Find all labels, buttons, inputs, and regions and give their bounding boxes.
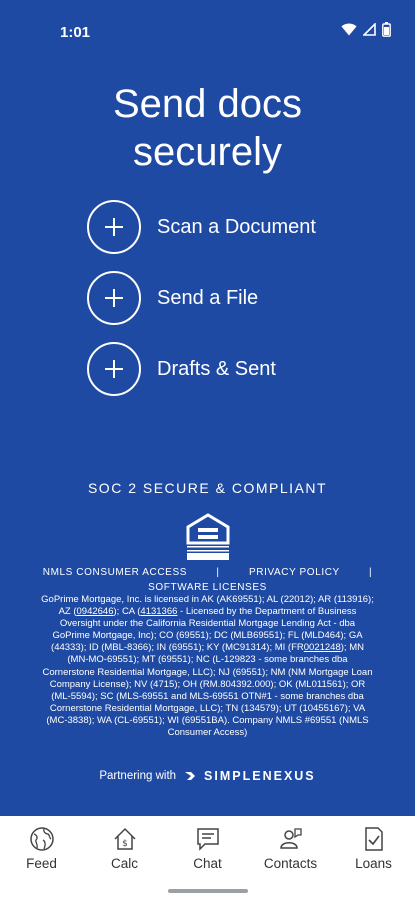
- house-icon: [112, 826, 138, 852]
- tab-contacts-label: Contacts: [263, 856, 318, 871]
- tab-chat-label: Chat: [193, 856, 222, 871]
- tab-loans[interactable]: [332, 816, 415, 882]
- status-icons: [341, 22, 391, 37]
- tab-feed-label: Feed: [26, 856, 57, 871]
- disclosure-text: - Licensed by the Department of Business Oversight under the California Residential Mortgage Lending Act - dba GoPrime Mortgage, Inc); CO (69551); DC (MLB69551); FL (MLD464); GA (44333); ID (MBL-8366); IN (69551); KY (MC91314); MI (FR: [51, 606, 363, 654]
- scan-document-button[interactable]: [87, 200, 316, 254]
- simplenexus-logo-icon: [184, 770, 196, 782]
- status-time: 1:01: [60, 24, 91, 41]
- partner-prefix: Partnering with: [99, 770, 177, 782]
- scan-document-label: Scan a Document: [157, 215, 316, 238]
- tab-feed[interactable]: [0, 816, 83, 882]
- licensing-disclosure: [40, 594, 375, 739]
- home-indicator[interactable]: [168, 889, 248, 893]
- tab-chat[interactable]: [166, 816, 249, 882]
- partner-brand: SIMPLENEXUS: [204, 769, 316, 783]
- tab-calc-label: Calc: [110, 856, 138, 871]
- disclosure-text: ); CA (: [113, 606, 141, 618]
- svg-text:$: $: [121, 839, 128, 849]
- battery-icon: [382, 22, 391, 37]
- send-file-label: Send a File: [157, 286, 259, 309]
- bottom-nav: [0, 816, 415, 882]
- tab-calc[interactable]: [83, 816, 166, 882]
- title-line-2: securely: [133, 130, 282, 174]
- privacy-policy-link[interactable]: PRIVACY POLICY: [248, 567, 340, 578]
- partner-credit: [0, 769, 415, 783]
- mi-license-link[interactable]: 0021248: [303, 642, 341, 654]
- plus-icon: [87, 342, 141, 396]
- ca-license-link[interactable]: 4131366: [140, 606, 178, 618]
- plus-icon: [87, 271, 141, 325]
- page-title: [0, 80, 415, 176]
- signal-icon: [363, 23, 376, 36]
- drafts-sent-button[interactable]: [87, 342, 276, 396]
- chat-icon: [195, 826, 221, 852]
- nmls-consumer-access-link[interactable]: NMLS CONSUMER ACCESS: [42, 567, 187, 578]
- link-separator: |: [216, 567, 220, 578]
- soc-compliance-text: SOC 2 SECURE & COMPLIANT: [87, 480, 328, 496]
- tab-contacts[interactable]: [249, 816, 332, 882]
- software-licenses-link[interactable]: SOFTWARE LICENSES: [148, 582, 267, 593]
- az-license-link[interactable]: 0942646: [76, 606, 114, 618]
- title-line-1: Send docs: [112, 82, 303, 126]
- drafts-sent-label: Drafts & Sent: [157, 357, 276, 380]
- status-bar: [0, 0, 415, 60]
- disclosure-text: GoPrime Mortgage, Inc. is licensed in AK (AK69551); AL (22012); AR (113916); AZ (: [41, 594, 374, 618]
- globe-icon: [29, 826, 55, 852]
- legal-links: [40, 565, 375, 595]
- contacts-icon: [278, 826, 304, 852]
- tab-loans-label: Loans: [355, 856, 392, 871]
- plus-icon: [87, 200, 141, 254]
- document-check-icon: [361, 826, 387, 852]
- link-separator: |: [369, 567, 373, 578]
- send-file-button[interactable]: [87, 271, 258, 325]
- wifi-icon: [341, 23, 357, 36]
- disclosure-text: ); MN (MN-MO-69551); MT (69551); NC (L-129823 - some branches dba Cornerstone Residential Mortgage, LLC); NJ (69551); NM (NM Mortgage Loan Company License); NV (4715); OH (RM.804392.000); OK (ML011561); OR (ML-5594); SC (MLS-69551 and MLS-69551 OTN#1 - some branches dba Cornerstone Residential Mortgage, LLC); TN (134579); UT (10455167); VA (MC-3838); WA (CL-69551); WI (69551BA). Company NMLS #69551 (NMLS Consumer Access): [42, 642, 373, 739]
- equal-housing-lender-logo: [185, 513, 231, 561]
